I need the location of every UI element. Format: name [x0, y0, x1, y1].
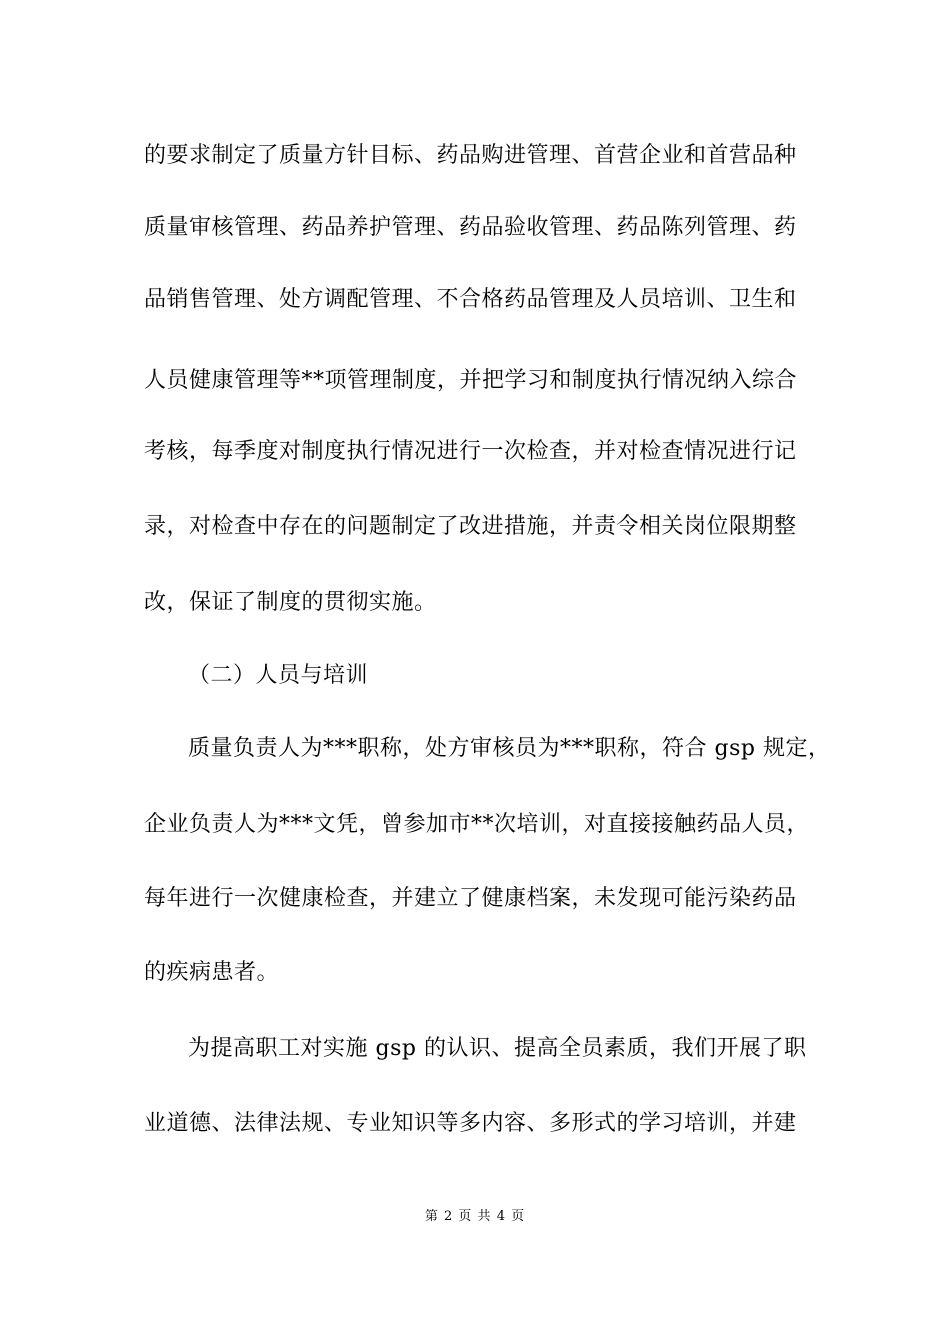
body-text-line: 录，对检查中存在的问题制定了改进措施，并责令相关岗位限期整 — [144, 514, 797, 539]
body-text-line: 企业负责人为***文凭，曾参加市**次培训，对直接接触药品人员， — [144, 812, 810, 837]
section-heading: （二）人员与培训 — [188, 663, 369, 688]
body-text-line: 每年进行一次健康检查，并建立了健康档案，未发现可能污染药品 — [144, 886, 797, 911]
page-number-footer: 第 2 页 共 4 页 — [424, 1209, 526, 1224]
body-text-line: 质量审核管理、药品养护管理、药品验收管理、药品陈列管理、药 — [144, 215, 797, 240]
body-text-line: 为提高职工对实施 gsp 的认识、提高全员素质，我们开展了职 — [188, 1036, 807, 1061]
body-text-line: 品销售管理、处方调配管理、不合格药品管理及人员培训、卫生和 — [144, 287, 797, 312]
body-text-line: 人员健康管理等**项管理制度，并把学习和制度执行情况纳入综合 — [144, 368, 798, 393]
body-text-line: 业道德、法律法规、专业知识等多内容、多形式的学习培训，并建 — [144, 1111, 797, 1136]
body-text-line: 的要求制定了质量方针目标、药品购进管理、首营企业和首营品种 — [144, 143, 797, 168]
body-text-line: 质量负责人为***职称，处方审核员为***职称，符合 gsp 规定， — [188, 736, 831, 761]
body-text-line: 改，保证了制度的贯彻实施。 — [144, 590, 437, 615]
body-text-line: 考核，每季度对制度执行情况进行一次检查，并对检查情况进行记 — [144, 439, 797, 464]
body-text-line: 的疾病患者。 — [144, 960, 280, 985]
